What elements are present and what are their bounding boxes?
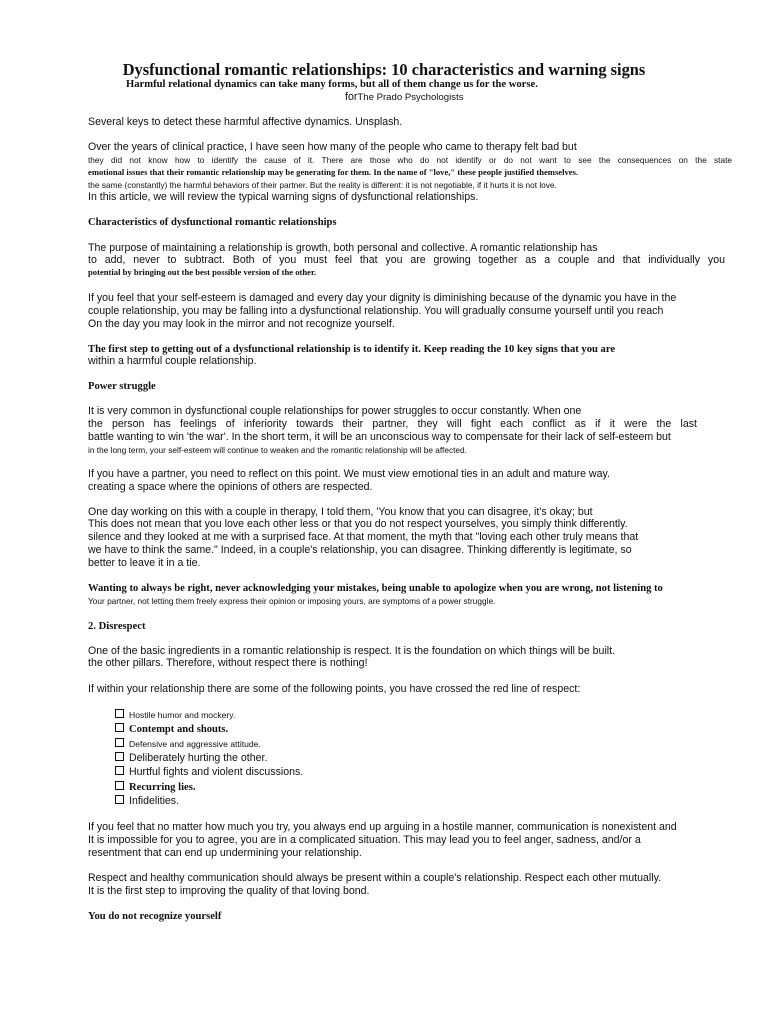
paragraph-line: It is impossible for you to agree, you are in a complicated situation. This may lead you to feel anger, sadness, and/or a bbox=[88, 834, 641, 846]
document-subtitle: Harmful relational dynamics can take many forms, but all of them change us for the worse. bbox=[126, 79, 538, 90]
list-item: Defensive and aggressive attitude. bbox=[115, 738, 261, 751]
byline-prefix: for bbox=[345, 91, 358, 103]
paragraph-line: The purpose of maintaining a relationship is growth, both personal and collective. A romantic relationship has bbox=[88, 242, 598, 254]
paragraph-line: the person has feelings of inferiority towards their partner, they will fight each conflict as if it were the last bbox=[88, 418, 697, 430]
byline bbox=[345, 91, 464, 104]
checkbox-icon bbox=[115, 752, 124, 761]
paragraph-line: In this article, we will review the typical warning signs of dysfunctional relationships. bbox=[88, 191, 479, 203]
paragraph-line: Wanting to always be right, never acknowledging your mistakes, being unable to apologize when you are wrong, not listening to bbox=[88, 583, 663, 594]
paragraph-line: If you feel that no matter how much you try, you always end up arguing in a hostile manner, communication is nonexistent and bbox=[88, 821, 677, 833]
paragraph-line: better to leave it in a tie. bbox=[88, 557, 201, 569]
paragraph-line: If you have a partner, you need to reflect on this point. We must view emotional ties in an adult and mature way. bbox=[88, 468, 610, 480]
paragraph-line: in the long term, your self-esteem will continue to weaken and the romantic relationship will be affected. bbox=[88, 445, 467, 455]
paragraph-line: Respect and healthy communication should always be present within a couple's relationship. Respect each other mutually. bbox=[88, 872, 662, 884]
checkbox-icon bbox=[115, 781, 124, 790]
checkbox-icon bbox=[115, 709, 124, 718]
paragraph-line: couple relationship, you may be falling into a dysfunctional relationship. You will gradually consume yourself until you reach bbox=[88, 305, 664, 317]
byline-author: The Prado Psychologists bbox=[357, 92, 464, 103]
section-heading: Characteristics of dysfunctional romantic relationships bbox=[88, 217, 337, 228]
paragraph-line: If you feel that your self-esteem is damaged and every day your dignity is diminishing because of the dynamic you have in the bbox=[88, 292, 677, 304]
paragraph-line: Your partner, not letting them freely express their opinion or imposing yours, are symptoms of a power struggle. bbox=[88, 596, 496, 606]
checkbox-icon bbox=[115, 738, 124, 747]
paragraph-line: This does not mean that you love each other less or that you do not respect yourselves, you simply think differently. bbox=[88, 518, 628, 530]
paragraph-line: resentment that can end up undermining your relationship. bbox=[88, 847, 362, 859]
checkbox-icon bbox=[115, 723, 124, 732]
list-item: Contempt and shouts. bbox=[115, 723, 228, 736]
list-item: Deliberately hurting the other. bbox=[115, 752, 267, 765]
section-heading: Power struggle bbox=[88, 381, 156, 392]
document-title: Dysfunctional romantic relationships: 10 characteristics and warning signs bbox=[122, 60, 646, 79]
paragraph-line: One day working on this with a couple in therapy, I told them, 'You know that you can disagree, it's okay; but bbox=[88, 506, 593, 518]
paragraph-line: the other pillars. Therefore, without respect there is nothing! bbox=[88, 657, 368, 669]
paragraph-line: One of the basic ingredients in a romantic relationship is respect. It is the foundation on which things will be built. bbox=[88, 645, 616, 657]
list-item: Hurtful fights and violent discussions. bbox=[115, 766, 303, 779]
paragraph-line: the same (constantly) the harmful behaviors of their partner. But the reality is different: it is not negotiable, if it hurts it is not love. bbox=[88, 180, 557, 190]
paragraph-line: within a harmful couple relationship. bbox=[88, 355, 257, 367]
paragraph-line: The first step to getting out of a dysfunctional relationship is to identify it. Keep reading the 10 key signs that you are bbox=[88, 344, 616, 355]
paragraph-line: It is very common in dysfunctional couple relationships for power struggles to occur constantly. When one bbox=[88, 405, 582, 417]
section-heading: You do not recognize yourself bbox=[88, 911, 222, 922]
section-heading: 2. Disrespect bbox=[88, 621, 146, 632]
paragraph-line: Over the years of clinical practice, I have seen how many of the people who came to therapy felt bad but bbox=[88, 141, 577, 153]
list-item: Recurring lies. bbox=[115, 781, 196, 794]
image-caption: Several keys to detect these harmful affective dynamics. Unsplash. bbox=[88, 116, 403, 128]
checkbox-icon bbox=[115, 795, 124, 804]
paragraph-line: they did not know how to identify the cause of it. There are those who do not identify or do not want to see the consequences on the state bbox=[88, 155, 732, 165]
paragraph-line: On the day you may look in the mirror and not recognize yourself. bbox=[88, 318, 395, 330]
list-item: Hostile humor and mockery. bbox=[115, 709, 235, 722]
list-item: Infidelities. bbox=[115, 795, 179, 808]
paragraph-line: If within your relationship there are some of the following points, you have crossed the red line of respect: bbox=[88, 683, 581, 695]
paragraph-line: battle wanting to win 'the war'. In the short term, it will be an unconscious way to compensate for their lack of self-esteem but bbox=[88, 431, 671, 443]
paragraph-line: It is the first step to improving the quality of that loving bond. bbox=[88, 885, 370, 897]
paragraph-line: creating a space where the opinions of others are respected. bbox=[88, 481, 373, 493]
paragraph-line: potential by bringing out the best possible version of the other. bbox=[88, 267, 317, 277]
paragraph-line: silence and they looked at me with a surprised face. At that moment, the myth that "loving each other truly means that bbox=[88, 531, 639, 543]
checkbox-icon bbox=[115, 766, 124, 775]
paragraph-line: emotional issues that their romantic relationship may be generating for them. In the name of "love," these people justified themselves. bbox=[88, 167, 579, 177]
paragraph-line: to add, never to subtract. Both of you must feel that you are growing together as a couple and that individually you bbox=[88, 254, 725, 266]
paragraph-line: we have to think the same." Indeed, in a couple's relationship, you can disagree. Thinking differently is legitimate, so bbox=[88, 544, 632, 556]
